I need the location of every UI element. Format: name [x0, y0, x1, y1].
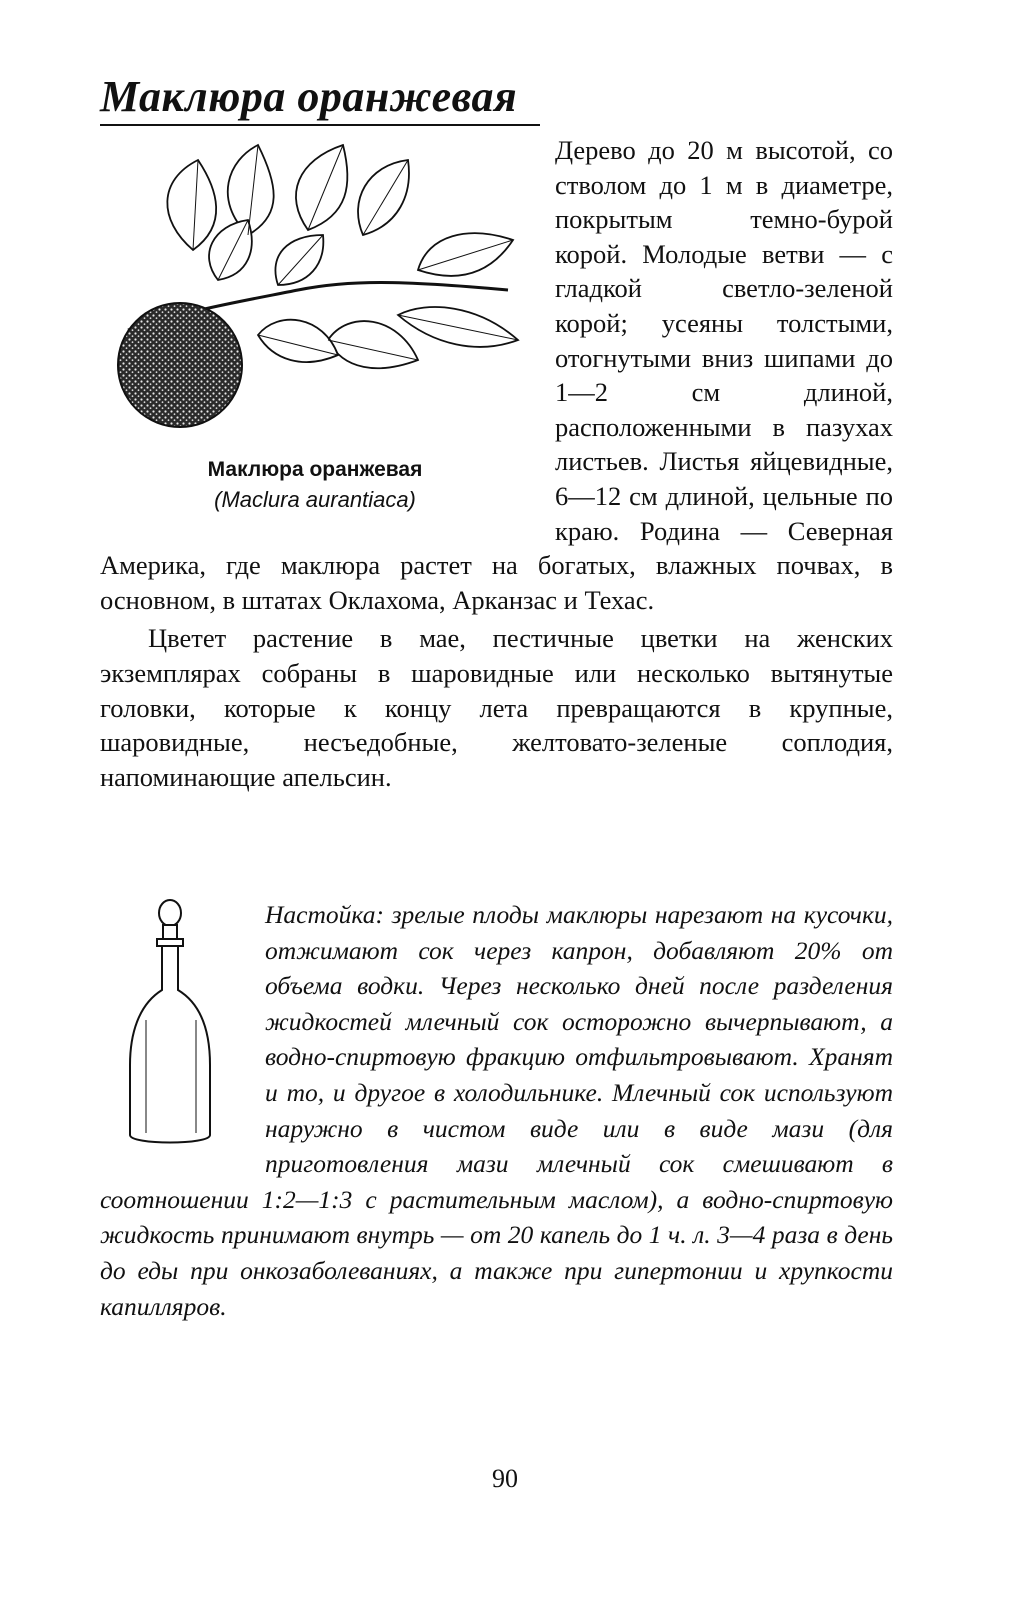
caption-name-latin: (Maclura aurantiaca) [214, 487, 416, 512]
paragraph-flowering: Цветет растение в мае, пестичные цветки на женских экземплярах собраны в шаровидные или несколько вытянутые головки, которые к концу лета превращаются в крупные, шаровидные, несъедобные, желтовато-зеленые соплодия, напоминающие апельсин. [100, 623, 893, 792]
recipe-text: зрелые плоды маклюры нарезают на кусочки, отжимают сок через капрон, добавляют 20% от объема водки. Через несколько дней после разделения жидкостей млечный сок осторожно вычерпывают, а водно-спиртовую фракцию отфильтровывают. Хранят и то, и другое в холодильнике. Млечный сок используют наружно в чистом виде или в виде мази (для приготовления мази млечный сок смешивают в соотношении 1:2—1:3 с растительным маслом), а водно-спиртовую жидкость принимают внутрь — от 20 капель до 1 ч. л. 3—4 раза в день до еды при онкозаболеваниях, а также при гипертонии и хрупкости капилляров. [100, 900, 894, 1321]
figure-float-space [100, 133, 555, 545]
recipe-block [100, 897, 893, 1324]
caption-name-ru: Маклюра оранжевая [207, 458, 423, 481]
recipe-label: Настойка: [265, 900, 384, 929]
page-number: 90 [492, 1464, 518, 1493]
bottle-float-space [100, 897, 265, 1177]
body-text [100, 133, 893, 794]
page-title: Маклюра оранжевая [100, 72, 540, 126]
paragraph-description: Дерево до 20 м высотой, со стволом до 1 м в диаметре, покрытым темно-бурой корой. Молодые ветви — с гладкой светло-зеленой корой; усеяны толстыми, отогнутыми вниз шипами до 1—2 см длиной, расположенными в пазухах листьев. Листья яйцевидные, 6—12 см длиной, цельные по краю. Родина — Северная Америка, где маклюра растет на богатых, влажных почвах, в основном, в штатах Оклахома, Арканзас и Техас. [100, 135, 893, 615]
